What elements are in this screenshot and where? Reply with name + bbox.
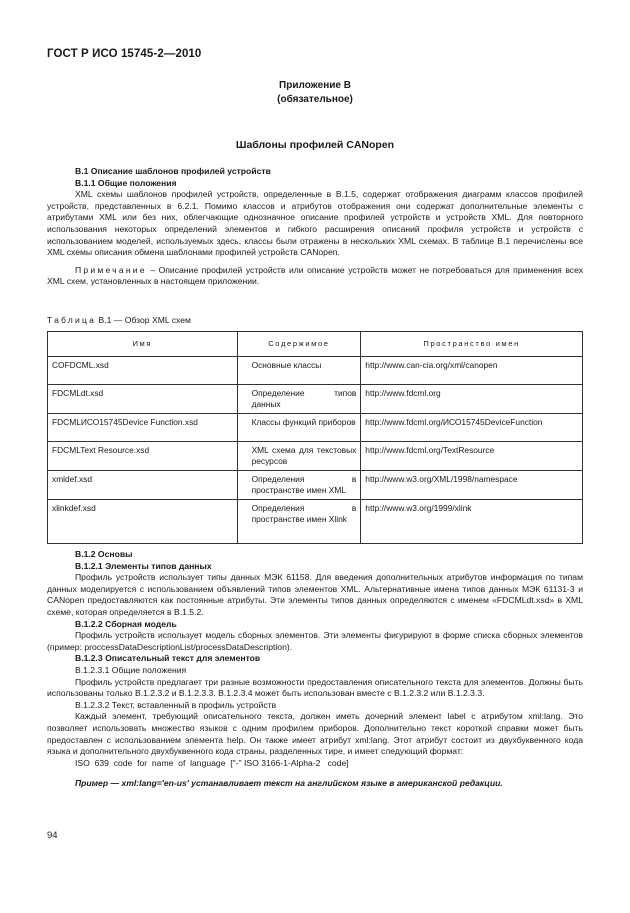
note-text: – Описание профилей устройств или описание устройств может не потребоваться для применения всех XML схем, установленных в настоящем приложении.: [47, 264, 583, 287]
heading-b1231: B.1.2.3.1 Общие положения: [75, 664, 187, 675]
table-cell-content: Определения в пространстве имен XML: [237, 470, 361, 499]
table-row: [48, 413, 583, 441]
paragraph-5: Каждый элемент, требующий описательного текста, должен иметь дочерний элемент label с атрибутом xml:lang. Это позволяет использовать множество языков с одним профилем приборов. Дополнительно текст короткой справки может быть предоставлен с использованием элемента help. Он также имеет атрибут xml:lang. Этот атрибут состоит из двухбуквенного кода языка и дополнительного двухбуквенного кода страны, разделенных тире, и имеет следующий формат:: [47, 711, 583, 757]
table-cell-content: XML схема для текстовых ресурсов: [237, 441, 361, 470]
table-cell-name: xlinkdef.xsd: [48, 499, 238, 543]
table-cell-content: Классы функций приборов: [237, 413, 361, 441]
document-header: ГОСТ Р ИСО 15745-2—2010: [47, 48, 202, 60]
table-row: [48, 470, 583, 499]
table-row: [48, 384, 583, 413]
paragraph-1: XML схемы шаблонов профилей устройств, определенные в B.1.5, содержат отображения диаграмм классов профилей устройств, представленных в 6.2.1. Помимо классов и атрибутов отображения они содержат дополнительные элементы с атрибутами XML или без них, облегчающие однозначное описание профилей устройств и устройств XML. Для повторного использования некоторых определений элементов и гибкого расширения описаний профиля устройств и устройств с использованием моделей, используемых здесь, классы были отражены в нескольких XML схемах. В таблице B.1 перечислены все XML схемы описания обмена шаблонами профилей устройств CANopen.: [47, 189, 583, 258]
format-line: ISO 639 code for name of language ["-" ISO 3166-1-Alpha-2 code]: [75, 757, 349, 768]
note: [47, 265, 583, 288]
paragraph-4: Профиль устройств предлагает три разные возможности предоставления описательного текста для элементов. Должны быть использованы только B.1.2.3.2 и B.1.2.3.3. B.1.2.3.4 может быть использован вместе с B.1.2.3.2 или B.1.2.3.3.: [47, 676, 583, 699]
table-cell-namespace: http://www.w3.org/1999/xlink: [361, 499, 583, 543]
heading-b11: B.1.1 Общие положения: [75, 177, 177, 188]
heading-b123: B.1.2.3 Описательный текст для элементов: [75, 653, 261, 664]
annex-name: Приложение B: [279, 80, 351, 91]
table-header-row: [48, 331, 583, 356]
table-cell-content: Определения в пространстве имен Xlink: [237, 499, 361, 543]
table-cell-name: FDCMLИСО15745Device Function.xsd: [48, 413, 238, 441]
annex-title: Шаблоны профилей CANopen: [235, 139, 395, 151]
table-caption: [47, 315, 583, 327]
paragraph-2: Профиль устройств использует типы данных МЭК 61158. Для введения дополнительных атрибутов информация по типам данных моделируется с использованием объявлений типов элементов XML. Альтернативные имена типов данных МЭК 61131-3 и CANopen предоставляются как постоянные атрибуты. Эти элементы типов данных определяются с именем «FDCMLdt.xsd» в XML схеме, которая определяется в B.1.5.2.: [47, 572, 583, 617]
note-label: Примечание: [75, 264, 147, 275]
table-cell-namespace: http://www.fdcml.org: [361, 384, 583, 413]
table-cell-name: COFDCML.xsd: [48, 356, 238, 384]
table-cell-name: xmldef.xsd: [48, 470, 238, 499]
table-row: [48, 356, 583, 384]
heading-b122: B.1.2.2 Сборная модель: [75, 618, 177, 629]
table-row: [48, 441, 583, 470]
annex-status: (обязательное): [277, 94, 353, 105]
section-b12: [47, 549, 583, 790]
example-line: Пример — xml:lang='en-us' устанавливает текст на английском языке в американской редакции.: [75, 778, 503, 789]
table-cell-namespace: http://www.can-cia.org/xml/canopen: [361, 356, 583, 384]
table-cell-namespace: http://www.fdcml.org/TextResource: [361, 441, 583, 470]
xml-schemas-table: [47, 331, 583, 544]
table-row: [48, 499, 583, 543]
page-number: 94: [47, 830, 58, 841]
section-b1-intro: [47, 166, 583, 288]
table-cell-namespace: http://www.w3.org/XML/1998/namespace: [361, 470, 583, 499]
heading-b121: B.1.2.1 Элементы типов данных: [75, 560, 212, 571]
table-b1-block: [47, 315, 583, 544]
table-header-content: Содержимое: [237, 331, 361, 356]
table-header-namespace: Пространство имен: [361, 331, 583, 356]
paragraph-3: Профиль устройств использует модель сборных элементов. Эти элементы фигурируют в форме списка сборных элементов (пример: proccessDataDescriptionList/processDataDescription).: [47, 630, 583, 652]
table-cell-content: Основные классы: [237, 356, 361, 384]
heading-b1232: B.1.2.3.2 Текст, вставленный в профиль устройств: [75, 699, 277, 710]
table-cell-name: FDCMLText Resource.xsd: [48, 441, 238, 470]
table-cell-namespace: http://www.fdcml.org/ИСО15745DeviceFunction: [361, 413, 583, 441]
heading-b1: B.1 Описание шаблонов профилей устройств: [75, 166, 271, 176]
heading-b12: B.1.2 Основы: [75, 549, 133, 559]
table-cell-content: Определение типов данных: [237, 384, 361, 413]
table-cell-name: FDCMLdt.xsd: [48, 384, 238, 413]
table-label: Таблица: [47, 315, 97, 325]
table-caption-text: B.1 — Обзор XML схем: [96, 315, 191, 325]
table-header-name: Имя: [48, 331, 238, 356]
